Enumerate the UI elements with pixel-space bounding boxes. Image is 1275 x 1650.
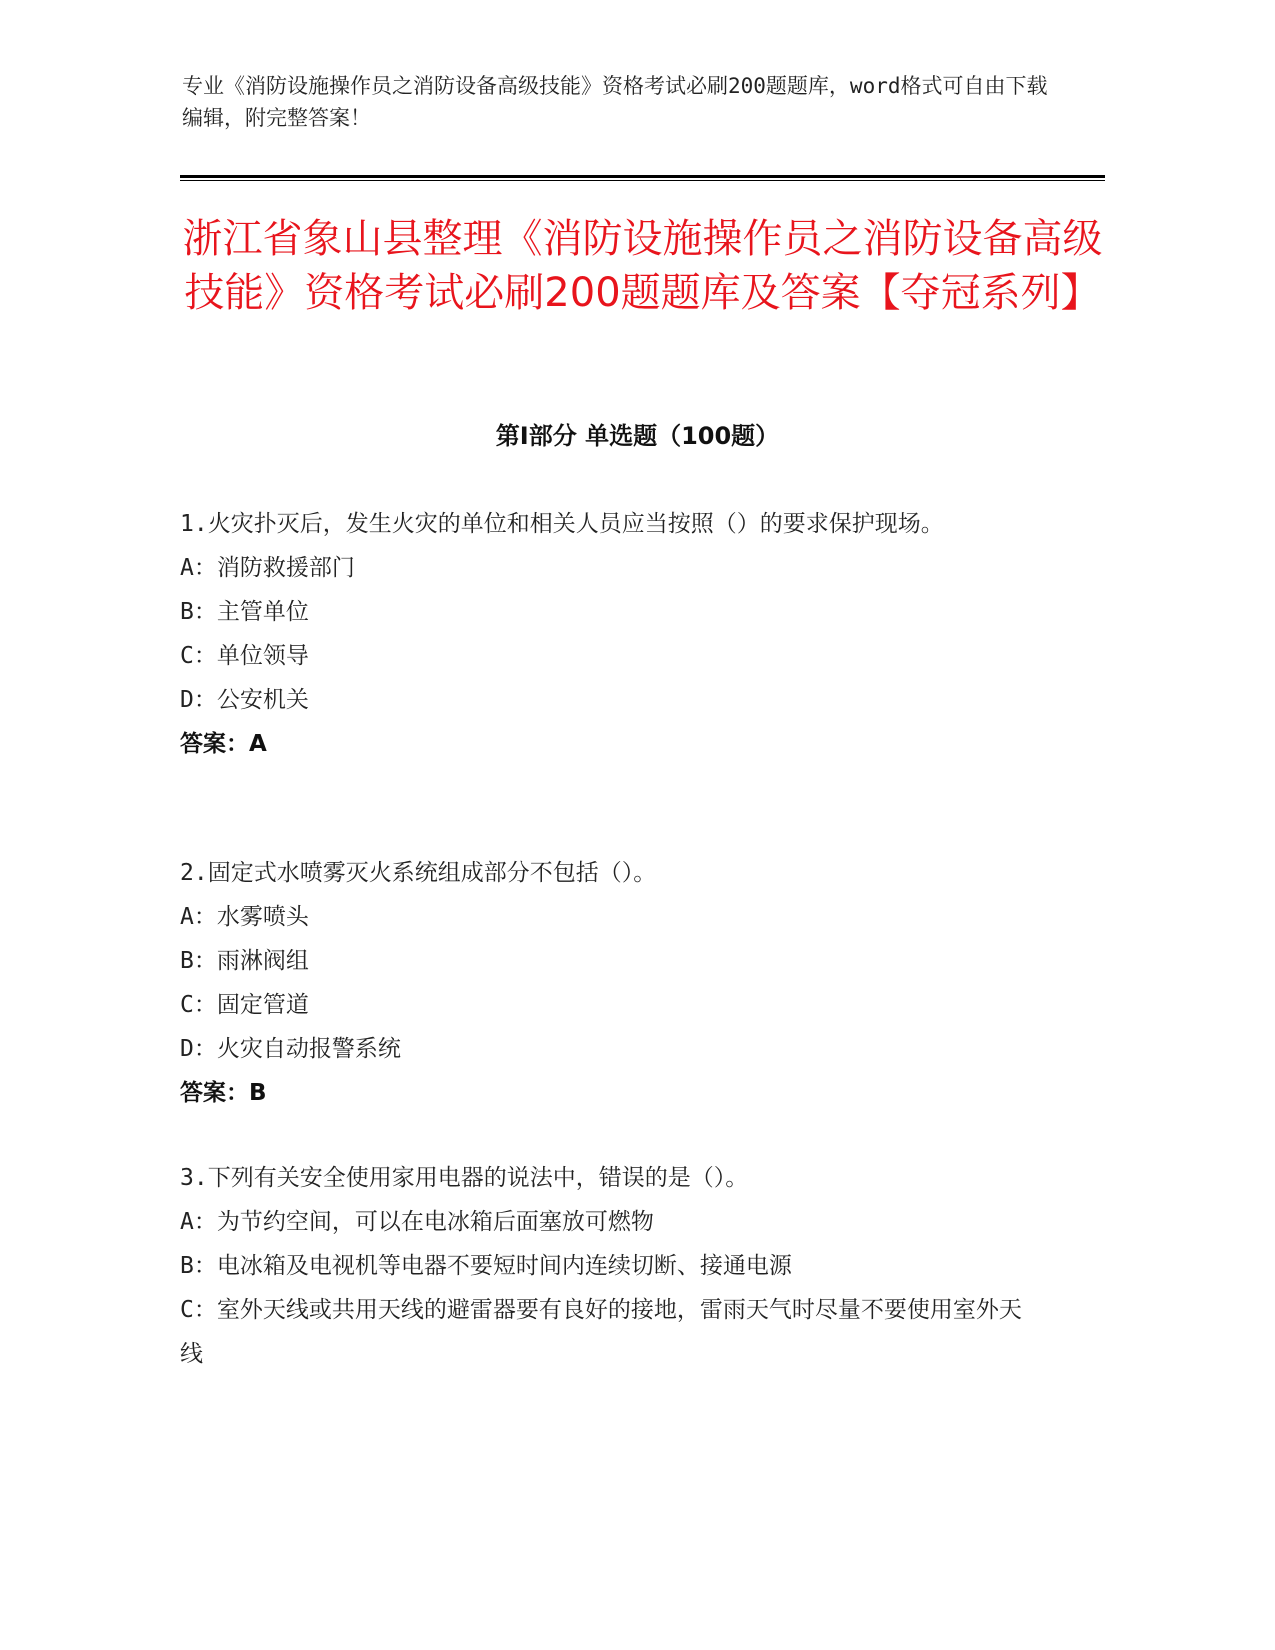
- header-divider-thick: [180, 175, 1105, 178]
- question-stem: 2.固定式水喷雾灭火系统组成部分不包括（）。: [180, 860, 657, 886]
- question-stem: 1.火灾扑灭后，发生火灾的单位和相关人员应当按照（）的要求保护现场。: [180, 511, 944, 537]
- option-b: B：电冰箱及电视机等电器不要短时间内连续切断、接通电源: [180, 1253, 792, 1279]
- option-c: C：室外天线或共用天线的避雷器要有良好的接地，雷雨天气时尽量不要使用室外天线: [180, 1297, 1022, 1367]
- option-d: D：火灾自动报警系统: [180, 1036, 401, 1062]
- question-3: [180, 1156, 1040, 1376]
- document-title: 浙江省象山县整理《消防设施操作员之消防设备高级技能》资格考试必刷200题题库及答案【夺冠系列】: [182, 216, 1103, 316]
- option-c: C：单位领导: [180, 643, 309, 669]
- option-b: B：主管单位: [180, 599, 309, 625]
- question-stem: 3.下列有关安全使用家用电器的说法中，错误的是（）。: [180, 1165, 749, 1191]
- answer-line: 答案：B: [180, 1080, 267, 1106]
- header-divider-thin: [180, 180, 1105, 181]
- option-d: D：公安机关: [180, 687, 309, 713]
- answer-line: 答案：A: [180, 731, 267, 757]
- option-b: B：雨淋阀组: [180, 948, 309, 974]
- section-heading: 第Ⅰ部分 单选题（100题）: [495, 422, 780, 450]
- question-2: [180, 851, 1040, 1115]
- option-a: A：消防救援部门: [180, 555, 355, 581]
- option-c: C：固定管道: [180, 992, 309, 1018]
- option-a: A：水雾喷头: [180, 904, 309, 930]
- question-1: [180, 502, 1040, 766]
- option-a: A：为节约空间，可以在电冰箱后面塞放可燃物: [180, 1209, 654, 1235]
- header-note: 专业《消防设施操作员之消防设备高级技能》资格考试必刷200题题库，word格式可自由下载编辑，附完整答案！: [182, 74, 1048, 130]
